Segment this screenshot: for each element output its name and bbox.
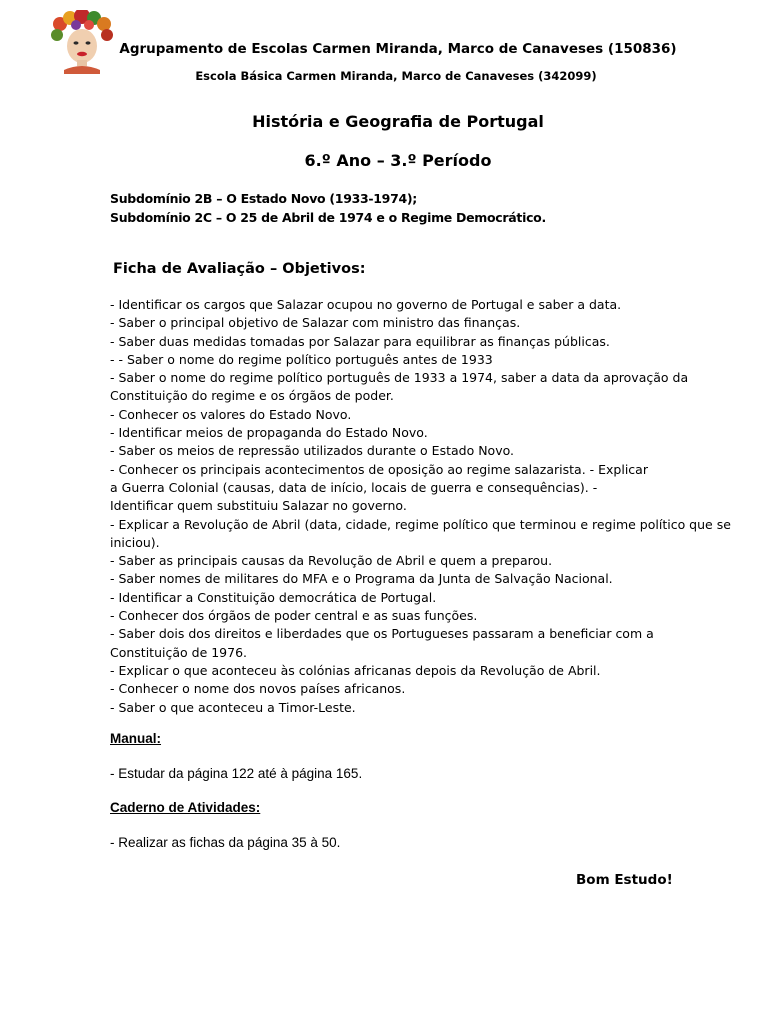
objective-line: - Saber o principal objetivo de Salazar com ministro das finanças. xyxy=(110,315,521,331)
objective-line: a Guerra Colonial (causas, data de início, locais de guerra e consequências). - xyxy=(110,479,598,495)
caderno-label: Caderno de Atividades: xyxy=(110,800,261,815)
objective-line: - Identificar os cargos que Salazar ocupou no governo de Portugal e saber a data. xyxy=(110,297,622,312)
subject-title: História e Geografia de Portugal xyxy=(252,112,544,131)
school-name-title: Escola Básica Carmen Miranda, Marco de Canaveses (342099) xyxy=(195,69,597,83)
objective-line: - Conhecer os valores do Estado Novo. xyxy=(110,406,352,422)
objective-line: - Saber os meios de repressão utilizados durante o Estado Novo. xyxy=(110,443,514,459)
objective-line: - Identificar a Constituição democrática de Portugal. xyxy=(110,589,437,605)
objective-line: Constituição do regime e os órgãos de poder. xyxy=(110,388,394,404)
objective-line: - Saber nomes de militares do MFA e o Programa da Junta de Salvação Nacional. xyxy=(110,571,613,587)
objective-line: - Explicar o que aconteceu às colónias africanas depois da Revolução de Abril. xyxy=(110,662,601,678)
objectives-title: Ficha de Avaliação – Objetivos: xyxy=(113,261,366,277)
objective-line: - Identificar meios de propaganda do Estado Novo. xyxy=(110,425,428,441)
objective-line: - Explicar a Revolução de Abril (data, cidade, regime político que terminou e regime político que se xyxy=(110,516,731,532)
objective-line: Identificar quem substituiu Salazar no governo. xyxy=(110,498,407,514)
subdomains-block xyxy=(110,189,546,227)
objective-line: - Saber duas medidas tomadas por Salazar para equilibrar as finanças públicas. xyxy=(110,333,610,349)
closing-text: Bom Estudo! xyxy=(576,872,673,888)
objective-line: - Saber dois dos direitos e liberdades que os Portugueses passaram a beneficiar com a xyxy=(110,626,654,642)
objective-line: - Saber o que aconteceu a Timor-Leste. xyxy=(110,699,356,715)
objective-line: - - Saber o nome do regime político português antes de 1933 xyxy=(110,351,493,367)
objective-line: - Conhecer o nome dos novos países africanos. xyxy=(110,681,406,697)
caderno-text: - Realizar as fichas da página 35 à 50. xyxy=(110,835,341,850)
objective-line: - Saber o nome do regime político português de 1933 a 1974, saber a data da aprovação da xyxy=(110,370,689,386)
objective-line: - Conhecer os principais acontecimentos de oposição ao regime salazarista. - Explicar xyxy=(110,461,648,477)
manual-label: Manual: xyxy=(110,731,162,746)
objective-line: Constituição de 1976. xyxy=(110,644,248,660)
manual-text: - Estudar da página 122 até à página 165. xyxy=(110,766,363,781)
objectives-list xyxy=(110,296,735,717)
objective-line: iniciou). xyxy=(110,534,160,550)
subdomain-line: Subdomínio 2C – O 25 de Abril de 1974 e o Regime Democrático. xyxy=(110,210,546,225)
objective-line: - Saber as principais causas da Revolução de Abril e quem a preparou. xyxy=(110,553,553,569)
objective-line: - Conhecer dos órgãos de poder central e as suas funções. xyxy=(110,608,478,624)
school-group-title: Agrupamento de Escolas Carmen Miranda, Marco de Canaveses (150836) xyxy=(119,41,677,57)
year-period-title: 6.º Ano – 3.º Período xyxy=(304,151,492,170)
subdomain-line: Subdomínio 2B – O Estado Novo (1933-1974); xyxy=(110,191,417,206)
